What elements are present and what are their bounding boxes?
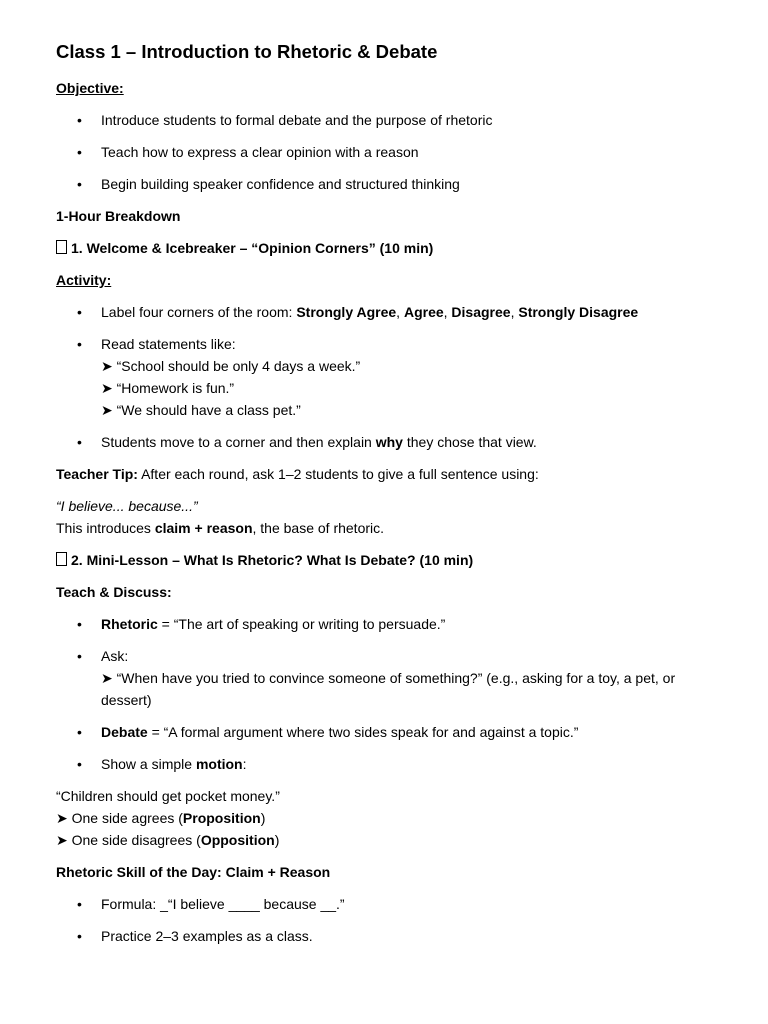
statement: ➤ “We should have a class pet.” bbox=[101, 402, 301, 418]
list-item: • Show a simple motion: bbox=[56, 753, 716, 775]
list-item: • Rhetoric = “The art of speaking or writing to persuade.” bbox=[56, 613, 716, 635]
document-body bbox=[56, 38, 716, 957]
objective-list bbox=[56, 109, 716, 195]
list-item: • Debate = “A formal argument where two sides speak for and against a topic.” bbox=[56, 721, 716, 743]
statement: ➤ “Homework is fun.” bbox=[101, 380, 234, 396]
list-item: • Ask: ➤ “When have you tried to convince someone of something?” (e.g., asking for a toy, a pet, or dessert) bbox=[56, 645, 716, 711]
list-item: • Introduce students to formal debate and the purpose of rhetoric bbox=[56, 109, 716, 131]
activity-list bbox=[56, 301, 716, 453]
discuss-list bbox=[56, 613, 716, 775]
list-item: • Read statements like: ➤ “School should be only 4 days a week.” ➤ “Homework is fun.” ➤ “We should have a class pet.” bbox=[56, 333, 716, 421]
discuss-heading: Teach & Discuss: bbox=[56, 584, 172, 600]
list-item: • Teach how to express a clear opinion with a reason bbox=[56, 141, 716, 163]
section1-heading: 1. Welcome & Icebreaker – “Opinion Corners” (10 min) bbox=[56, 237, 716, 259]
statement: ➤ “School should be only 4 days a week.” bbox=[101, 358, 360, 374]
list-item: • Label four corners of the room: Strongly Agree, Agree, Disagree, Strongly Disagree bbox=[56, 301, 716, 323]
claim-reason-note: “I believe... because...” This introduces claim + reason, the base of rhetoric. bbox=[56, 498, 385, 536]
list-item: • Students move to a corner and then explain why they chose that view. bbox=[56, 431, 716, 453]
objective-heading: Objective: bbox=[56, 80, 124, 96]
activity-heading: Activity: bbox=[56, 272, 112, 288]
skill-heading: Rhetoric Skill of the Day: Claim + Reason bbox=[56, 864, 331, 880]
list-item: • Begin building speaker confidence and structured thinking bbox=[56, 173, 716, 195]
list-item: • Practice 2–3 examples as a class. bbox=[56, 925, 716, 947]
skill-list bbox=[56, 893, 716, 947]
teacher-tip: Teacher Tip: After each round, ask 1–2 students to give a full sentence using: bbox=[56, 466, 539, 482]
motion-example: “Children should get pocket money.” ➤ One side agrees (Proposition) ➤ One side disagrees (Opposition) bbox=[56, 785, 716, 851]
section2-heading: 2. Mini-Lesson – What Is Rhetoric? What Is Debate? (10 min) bbox=[56, 549, 716, 571]
checkbox-glyph-icon bbox=[56, 552, 67, 566]
page-title: Class 1 – Introduction to Rhetoric & Debate bbox=[56, 41, 438, 62]
checkbox-glyph-icon bbox=[56, 240, 67, 254]
list-item: • Formula: _“I believe ____ because __.” bbox=[56, 893, 716, 915]
breakdown-heading: 1-Hour Breakdown bbox=[56, 208, 181, 224]
